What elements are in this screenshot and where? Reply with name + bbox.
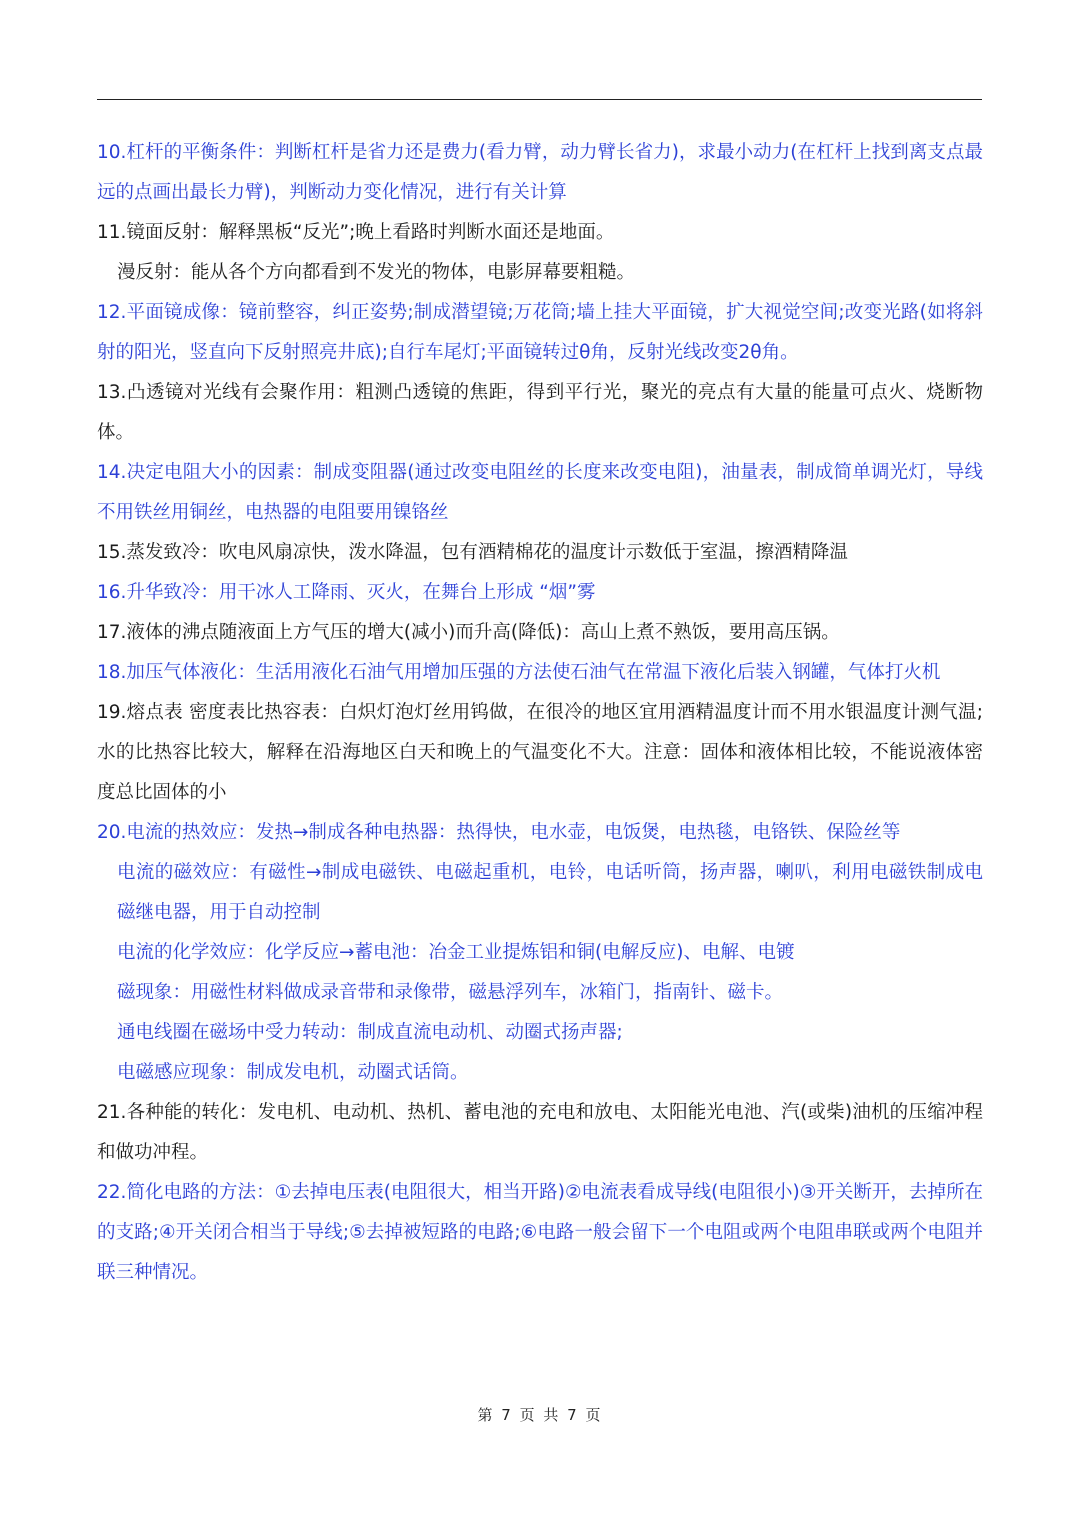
paragraph-10: 10.杠杆的平衡条件：判断杠杆是省力还是费力(看力臂，动力臂长省力)，求最小动力(在杠杆上找到离支点最远的点画出最长力臂)，判断动力变化情况，进行有关计算 (97, 142, 983, 203)
paragraph-17: 17.液体的沸点随液面上方气压的增大(减小)而升高(降低)：高山上煮不熟饭，要用高压锅。 (97, 622, 840, 643)
paragraph-11-sub: 漫反射：能从各个方向都看到不发光的物体，电影屏幕要粗糙。 (117, 262, 636, 283)
paragraph-22: 22.简化电路的方法：①去掉电压表(电阻很大，相当开路)②电流表看成导线(电阻很小)③开关断开，去掉所在的支路;④开关闭合相当于导线;⑤去掉被短路的电路;⑥电路一般会留下一个电阻或两个电阻串联或两个电阻并联三种情况。 (97, 1182, 983, 1283)
paragraph-12: 12.平面镜成像：镜前整容，纠正姿势;制成潜望镜;万花筒;墙上挂大平面镜，扩大视觉空间;改变光路(如将斜射的阳光，竖直向下反射照亮井底);自行车尾灯;平面镜转过θ角，反射光线改变2θ角。 (97, 302, 983, 363)
header-rule (97, 99, 982, 100)
page-number: 第 7 页 共 7 页 (477, 1406, 603, 1424)
paragraph-20-chemical: 电流的化学效应：化学反应→蓄电池：冶金工业提炼铝和铜(电解反应)、电解、电镀 (117, 942, 795, 963)
paragraph-20-induction: 电磁感应现象：制成发电机，动圈式话筒。 (117, 1062, 469, 1083)
paragraph-14: 14.决定电阻大小的因素：制成变阻器(通过改变电阻丝的长度来改变电阻)，油量表，制成简单调光灯，导线不用铁丝用铜丝，电热器的电阻要用镍铬丝 (97, 462, 983, 523)
paragraph-11: 11.镜面反射：解释黑板“反光”;晚上看路时判断水面还是地面。 (97, 222, 615, 243)
paragraph-13: 13.凸透镜对光线有会聚作用：粗测凸透镜的焦距，得到平行光，聚光的亮点有大量的能量可点火、烧断物体。 (97, 382, 983, 443)
paragraph-18: 18.加压气体液化：生活用液化石油气用增加压强的方法使石油气在常温下液化后装入钢罐，气体打火机 (97, 662, 941, 683)
paragraph-20-magnetic: 电流的磁效应：有磁性→制成电磁铁、电磁起重机，电铃，电话听筒，扬声器，喇叭，利用电磁铁制成电磁继电器，用于自动控制 (117, 862, 983, 923)
document-body (97, 133, 983, 1293)
paragraph-16: 16.升华致冷：用干冰人工降雨、灭火，在舞台上形成 “烟”雾 (97, 582, 596, 603)
paragraph-19: 19.熔点表 密度表比热容表：白炽灯泡灯丝用钨做，在很冷的地区宜用酒精温度计而不用水银温度计测气温;水的比热容比较大，解释在沿海地区白天和晚上的气温变化不大。注意：固体和液体相比较，不能说液体密度总比固体的小 (97, 702, 983, 803)
paragraph-21: 21.各种能的转化：发电机、电动机、热机、蓄电池的充电和放电、太阳能光电池、汽(或柴)油机的压缩冲程和做功冲程。 (97, 1102, 983, 1163)
paragraph-20-magnetism: 磁现象：用磁性材料做成录音带和录像带，磁悬浮列车，冰箱门，指南针、磁卡。 (117, 982, 784, 1003)
paragraph-20: 20.电流的热效应：发热→制成各种电热器：热得快，电水壶，电饭煲，电热毯，电铬铁、保险丝等 (97, 822, 901, 843)
paragraph-15: 15.蒸发致冷：吹电风扇凉快，泼水降温，包有酒精棉花的温度计示数低于室温，擦酒精降温 (97, 542, 848, 563)
paragraph-20-coil: 通电线圈在磁场中受力转动：制成直流电动机、动圈式扬声器; (117, 1022, 623, 1043)
